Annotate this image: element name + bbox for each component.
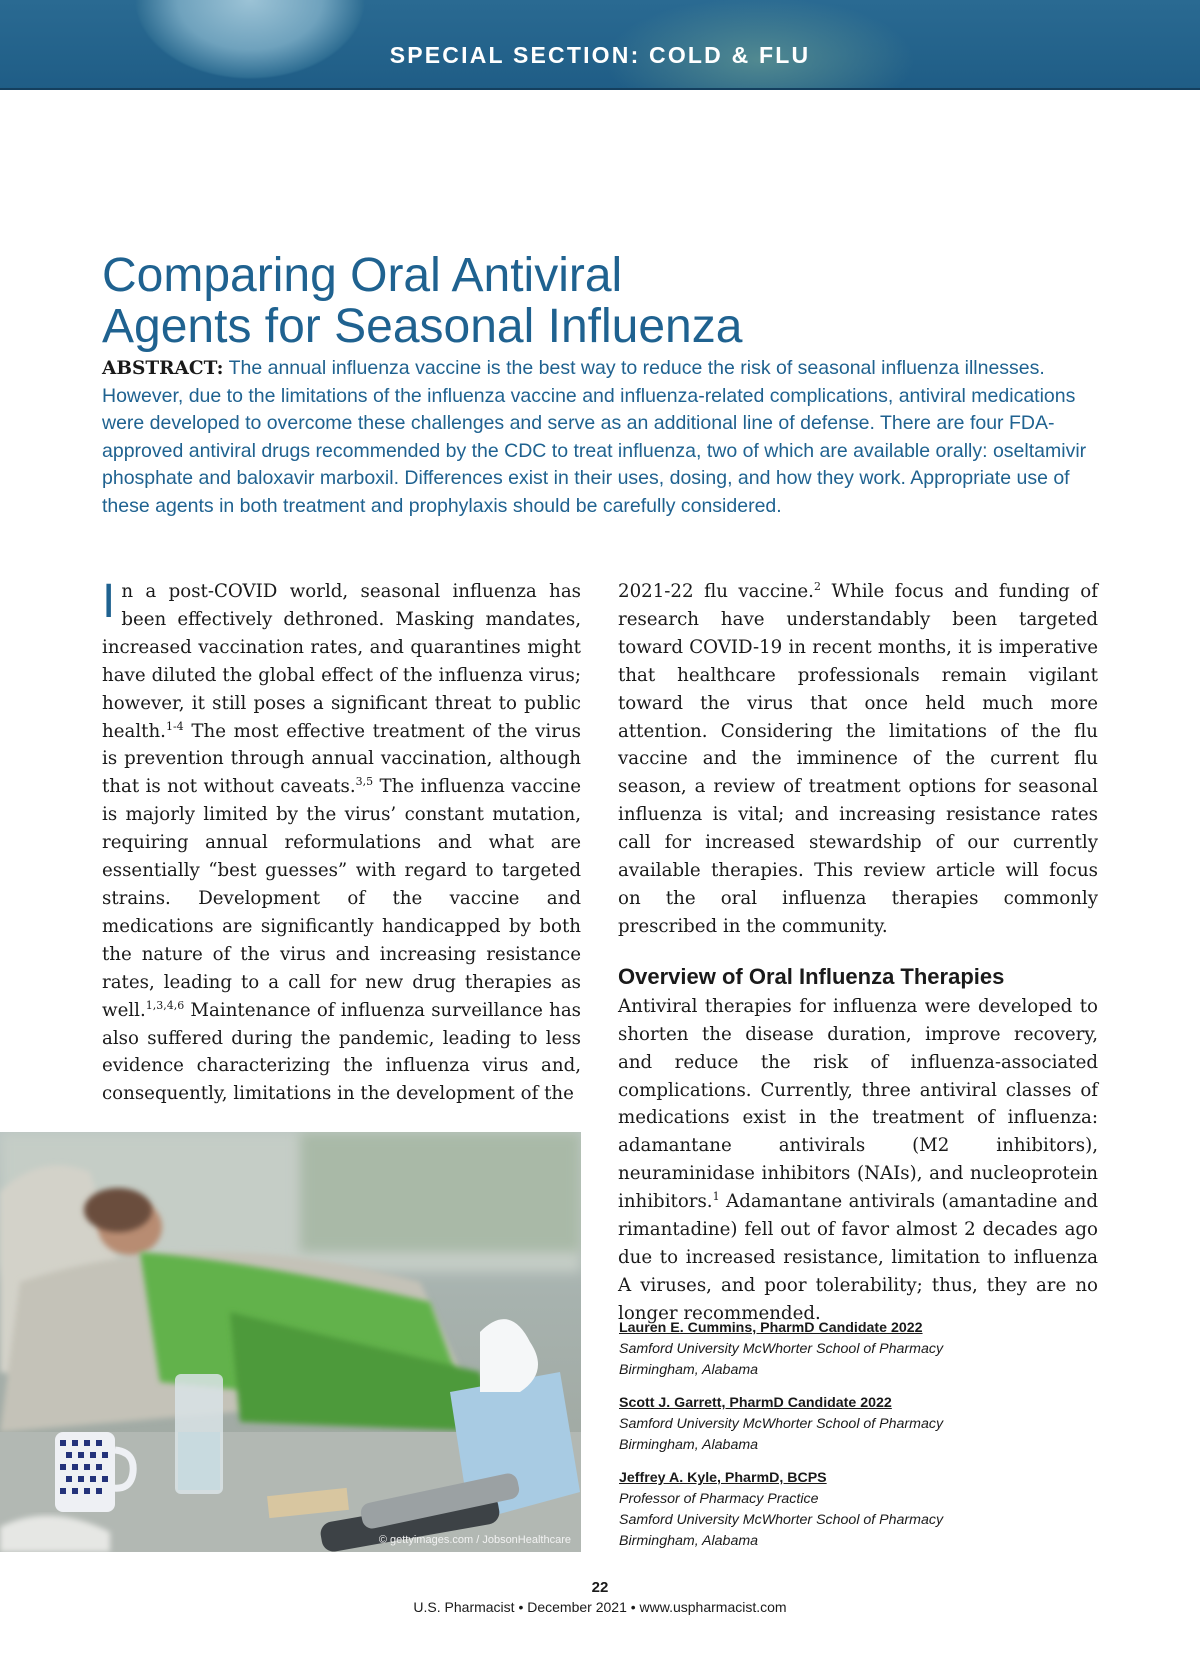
overview-text-1: Antiviral therapies for influenza were developed to shorten the disease duration, improve recovery, and reduce the risk of influenza-associated complications. Currently, three antiviral classes of medications exist in the treatment of influenza: adamantane antivirals (M2 inhibitors), neuraminidase inhibitors (NAIs), and nucleoprotein inhibitors. <box>618 995 1098 1213</box>
overview-paragraph <box>618 993 1098 1328</box>
intro-paragraph-continued <box>618 578 1098 941</box>
abstract-text: The annual influenza vaccine is the best way to reduce the risk of seasonal influenza illnesses. However, due to the limitations of the influenza vaccine and influenza-related complications, antiviral medications were developed to overcome these challenges and serve as an additional line of defense. There are four FDA-approved antiviral drugs recommended by the CDC to treat influenza, two of which are available orally: oseltamivir phosphate and baloxavir marboxil. Differences exist in their uses, dosing, and how they work. Appropriate use of these agents in both treatment and prophylaxis should be carefully considered. <box>102 357 1087 517</box>
author-name: Scott J. Garrett, PharmD Candidate 2022 <box>619 1395 892 1411</box>
author-name: Jeffrey A. Kyle, PharmD, BCPS <box>619 1470 827 1486</box>
author-affiliation: Samford University McWhorter School of Pharmacy <box>619 1341 944 1357</box>
abstract-label: ABSTRACT: <box>102 358 224 379</box>
intro-text-3: The influenza vaccine is majorly limited by the virus’ constant mutation, requiring annual reformulations and what are essentially “best guesses” with regard to targeted strains. Development of the vaccine and medications are significantly handicapped by both the nature of the virus and increasing resistance rates, leading to a call for new drug therapies as well. <box>102 776 581 1021</box>
body-column-right <box>618 578 1098 1328</box>
body-column-left <box>102 575 581 1108</box>
author-entry <box>619 1468 1099 1552</box>
banner-divider <box>0 88 1200 90</box>
publication-footer: U.S. Pharmacist • December 2021 • www.uspharmacist.com <box>413 1599 787 1615</box>
author-location: Birmingham, Alabama <box>619 1533 759 1549</box>
author-location: Birmingham, Alabama <box>619 1362 759 1378</box>
photo-illustration <box>0 1132 581 1552</box>
photo-credit: © gettyimages.com / JobsonHealthcare <box>378 1534 571 1546</box>
citation: 2 <box>813 579 821 593</box>
intro-text-2: The most effective treatment of the virus is prevention through annual vaccination, although that is not without caveats. <box>102 720 581 798</box>
page-number: 22 <box>591 1579 609 1596</box>
author-affiliation: Samford University McWhorter School of Pharmacy <box>619 1512 944 1528</box>
author-affiliation: Samford University McWhorter School of Pharmacy <box>619 1416 944 1432</box>
author-entry <box>619 1393 1099 1456</box>
title-line-2: Agents for Seasonal Influenza <box>102 300 743 354</box>
intro-text-5: While <box>820 581 885 602</box>
sick-person-photo <box>0 1132 581 1552</box>
overview-text-2: Adamantane antivirals (amantadine and rimantadine) fell out of favor almost 2 decades ago due to increased resistance, limitation to influenza A viruses, and poor tolerability; thus, they are no longer recommended. <box>618 1191 1098 1324</box>
intro-paragraph <box>102 575 581 1108</box>
citation: 1-4 <box>165 719 184 733</box>
author-block <box>619 1318 1099 1564</box>
citation: 1 <box>712 1190 720 1204</box>
drop-cap: I <box>102 575 116 628</box>
section-label: SPECIAL SECTION: COLD & FLU <box>389 42 811 68</box>
title-line-1: Comparing Oral Antiviral <box>102 249 623 303</box>
author-location: Birmingham, Alabama <box>619 1437 759 1453</box>
citation: 3,5 <box>355 775 374 789</box>
section-heading: Overview of Oral Influenza Therapies <box>618 963 1005 989</box>
intro-text-4-cont: 2021-22 flu vaccine. <box>618 581 814 602</box>
intro-text-1: n a post-COVID world, seasonal influenza has been effectively dethroned. Masking mandates, increased vaccination rates, and quarantines might have diluted the global effect of the influenza virus; however, it still poses a significant threat to public health. <box>102 581 581 742</box>
author-entry <box>619 1318 1099 1381</box>
citation: 1,3,4,6 <box>145 998 185 1012</box>
intro-text-4: Maintenance of influenza surveillance has also suffered during the pandemic, leading to less evidence characterizing the influenza virus and, consequently, limitations in the development of the <box>102 999 581 1105</box>
author-name: Lauren E. Cummins, PharmD Candidate 2022 <box>619 1320 923 1336</box>
author-title: Professor of Pharmacy Practice <box>619 1491 819 1507</box>
article-title <box>102 250 1102 352</box>
intro-text-5-cont: focus and funding of research have understandably been targeted toward COVID-19 in recent months, it is imperative that healthcare professionals remain vigilant toward the virus that once held much more attention. Considering the limitations of the flu vaccine and the imminence of the current flu season, a review of treatment options for seasonal influenza is vital; and increasing resistance rates call for increased stewardship of our currently available therapies. This review article will focus on the oral influenza therapies commonly prescribed in the community. <box>618 581 1098 937</box>
section-banner <box>0 0 1200 90</box>
abstract <box>102 355 1102 520</box>
